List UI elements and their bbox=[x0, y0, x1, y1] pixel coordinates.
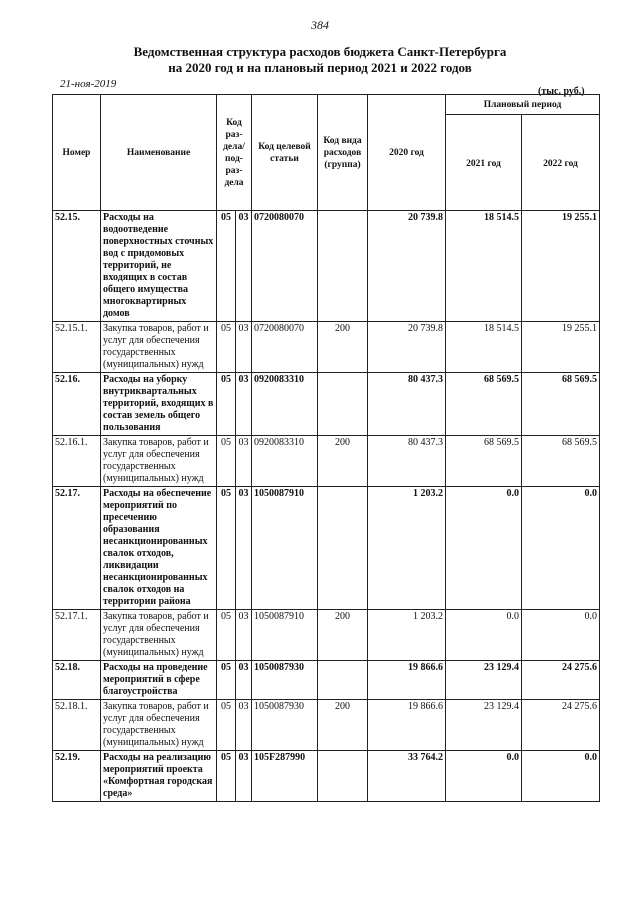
row-target-code: 1050087930 bbox=[252, 700, 318, 751]
row-number: 52.16. bbox=[53, 373, 101, 436]
row-subsection: 03 bbox=[236, 700, 252, 751]
row-2021: 68 569.5 bbox=[446, 373, 522, 436]
table-row bbox=[53, 373, 600, 436]
row-target-code: 0920083310 bbox=[252, 436, 318, 487]
row-subsection: 03 bbox=[236, 436, 252, 487]
row-expense-type: 200 bbox=[318, 436, 368, 487]
row-2021: 0.0 bbox=[446, 487, 522, 610]
row-target-code: 0920083310 bbox=[252, 373, 318, 436]
row-expense-type bbox=[318, 661, 368, 700]
row-2021: 18 514.5 bbox=[446, 211, 522, 322]
document-date: 21-ноя-2019 bbox=[60, 78, 117, 90]
header-target-code: Код целевой статьи bbox=[252, 95, 318, 211]
row-2020: 80 437.3 bbox=[368, 436, 446, 487]
header-year-2021: 2021 год bbox=[446, 115, 522, 211]
row-2022: 68 569.5 bbox=[522, 373, 600, 436]
table-row bbox=[53, 211, 600, 322]
row-2020: 1 203.2 bbox=[368, 487, 446, 610]
row-2022: 19 255.1 bbox=[522, 211, 600, 322]
row-2022: 0.0 bbox=[522, 610, 600, 661]
row-number: 52.17. bbox=[53, 487, 101, 610]
header-row-1 bbox=[53, 95, 600, 115]
row-number: 52.15. bbox=[53, 211, 101, 322]
row-2021: 0.0 bbox=[446, 751, 522, 802]
row-subsection: 03 bbox=[236, 751, 252, 802]
row-2020: 20 739.8 bbox=[368, 322, 446, 373]
row-name: Расходы на обеспечение мероприятий по пресечению образования несанкционированных свалок отходов, ликвидации несанкционированных свалок отходов на территории района bbox=[101, 487, 217, 610]
table-row bbox=[53, 436, 600, 487]
row-2020: 33 764.2 bbox=[368, 751, 446, 802]
row-2022: 68 569.5 bbox=[522, 436, 600, 487]
row-name: Закупка товаров, работ и услуг для обеспечения государственных (муниципальных) нужд bbox=[101, 610, 217, 661]
row-name: Расходы на проведение мероприятий в сфере благоустройства bbox=[101, 661, 217, 700]
row-subsection: 03 bbox=[236, 211, 252, 322]
budget-table bbox=[52, 94, 600, 802]
row-subsection: 03 bbox=[236, 373, 252, 436]
row-2022: 19 255.1 bbox=[522, 322, 600, 373]
row-2022: 0.0 bbox=[522, 487, 600, 610]
row-2022: 0.0 bbox=[522, 751, 600, 802]
row-2020: 19 866.6 bbox=[368, 700, 446, 751]
row-expense-type bbox=[318, 751, 368, 802]
row-section: 05 bbox=[217, 436, 236, 487]
row-number: 52.18.1. bbox=[53, 700, 101, 751]
title-line-1: Ведомственная структура расходов бюджета Санкт-Петербурга bbox=[133, 44, 507, 59]
row-section: 05 bbox=[217, 610, 236, 661]
document-title bbox=[0, 44, 640, 76]
row-expense-type: 200 bbox=[318, 610, 368, 661]
header-number: Номер bbox=[53, 95, 101, 211]
row-2020: 80 437.3 bbox=[368, 373, 446, 436]
row-subsection: 03 bbox=[236, 487, 252, 610]
table-row bbox=[53, 487, 600, 610]
row-number: 52.18. bbox=[53, 661, 101, 700]
row-target-code: 1050087910 bbox=[252, 610, 318, 661]
row-name: Расходы на уборку внутриквартальных территорий, входящих в состав земель общего пользования bbox=[101, 373, 217, 436]
row-name: Расходы на водоотведение поверхностных сточных вод с придомовых территорий, не входящих в состав общего имущества многоквартирных домов bbox=[101, 211, 217, 322]
row-2022: 24 275.6 bbox=[522, 661, 600, 700]
table-row bbox=[53, 700, 600, 751]
header-plan-period: Плановый период bbox=[446, 95, 600, 115]
row-subsection: 03 bbox=[236, 661, 252, 700]
row-expense-type: 200 bbox=[318, 322, 368, 373]
row-section: 05 bbox=[217, 211, 236, 322]
row-name: Закупка товаров, работ и услуг для обеспечения государственных (муниципальных) нужд bbox=[101, 700, 217, 751]
row-number: 52.16.1. bbox=[53, 436, 101, 487]
row-target-code: 0720080070 bbox=[252, 211, 318, 322]
row-section: 05 bbox=[217, 373, 236, 436]
row-target-code: 1050087910 bbox=[252, 487, 318, 610]
row-2021: 23 129.4 bbox=[446, 700, 522, 751]
header-year-2022: 2022 год bbox=[522, 115, 600, 211]
row-number: 52.17.1. bbox=[53, 610, 101, 661]
row-section: 05 bbox=[217, 487, 236, 610]
header-expense-type-code: Код вида расходов (группа) bbox=[318, 95, 368, 211]
row-expense-type bbox=[318, 487, 368, 610]
row-name: Закупка товаров, работ и услуг для обеспечения государственных (муниципальных) нужд bbox=[101, 436, 217, 487]
row-expense-type bbox=[318, 211, 368, 322]
row-subsection: 03 bbox=[236, 322, 252, 373]
row-2021: 68 569.5 bbox=[446, 436, 522, 487]
row-subsection: 03 bbox=[236, 610, 252, 661]
row-section: 05 bbox=[217, 751, 236, 802]
table-row bbox=[53, 661, 600, 700]
table-row bbox=[53, 322, 600, 373]
table-row bbox=[53, 751, 600, 802]
row-section: 05 bbox=[217, 661, 236, 700]
row-target-code: 0720080070 bbox=[252, 322, 318, 373]
row-2021: 0.0 bbox=[446, 610, 522, 661]
row-section: 05 bbox=[217, 322, 236, 373]
row-expense-type: 200 bbox=[318, 700, 368, 751]
row-number: 52.19. bbox=[53, 751, 101, 802]
row-name: Расходы на реализацию мероприятий проекта «Комфортная городская среда» bbox=[101, 751, 217, 802]
row-2021: 23 129.4 bbox=[446, 661, 522, 700]
table-row bbox=[53, 610, 600, 661]
header-year-2020: 2020 год bbox=[368, 95, 446, 211]
row-target-code: 105F287990 bbox=[252, 751, 318, 802]
row-2020: 20 739.8 bbox=[368, 211, 446, 322]
row-section: 05 bbox=[217, 700, 236, 751]
units-label: (тыс. руб.) bbox=[538, 86, 585, 97]
row-2020: 1 203.2 bbox=[368, 610, 446, 661]
row-expense-type bbox=[318, 373, 368, 436]
header-name: Наименование bbox=[101, 95, 217, 211]
row-name: Закупка товаров, работ и услуг для обеспечения государственных (муниципальных) нужд bbox=[101, 322, 217, 373]
row-target-code: 1050087930 bbox=[252, 661, 318, 700]
row-2020: 19 866.6 bbox=[368, 661, 446, 700]
row-2022: 24 275.6 bbox=[522, 700, 600, 751]
title-line-2: на 2020 год и на плановый период 2021 и 2022 годов bbox=[168, 60, 472, 75]
page-number: 384 bbox=[311, 18, 329, 32]
header-section-code: Код раз- дела/ под- раз- дела bbox=[217, 95, 252, 211]
row-number: 52.15.1. bbox=[53, 322, 101, 373]
row-2021: 18 514.5 bbox=[446, 322, 522, 373]
